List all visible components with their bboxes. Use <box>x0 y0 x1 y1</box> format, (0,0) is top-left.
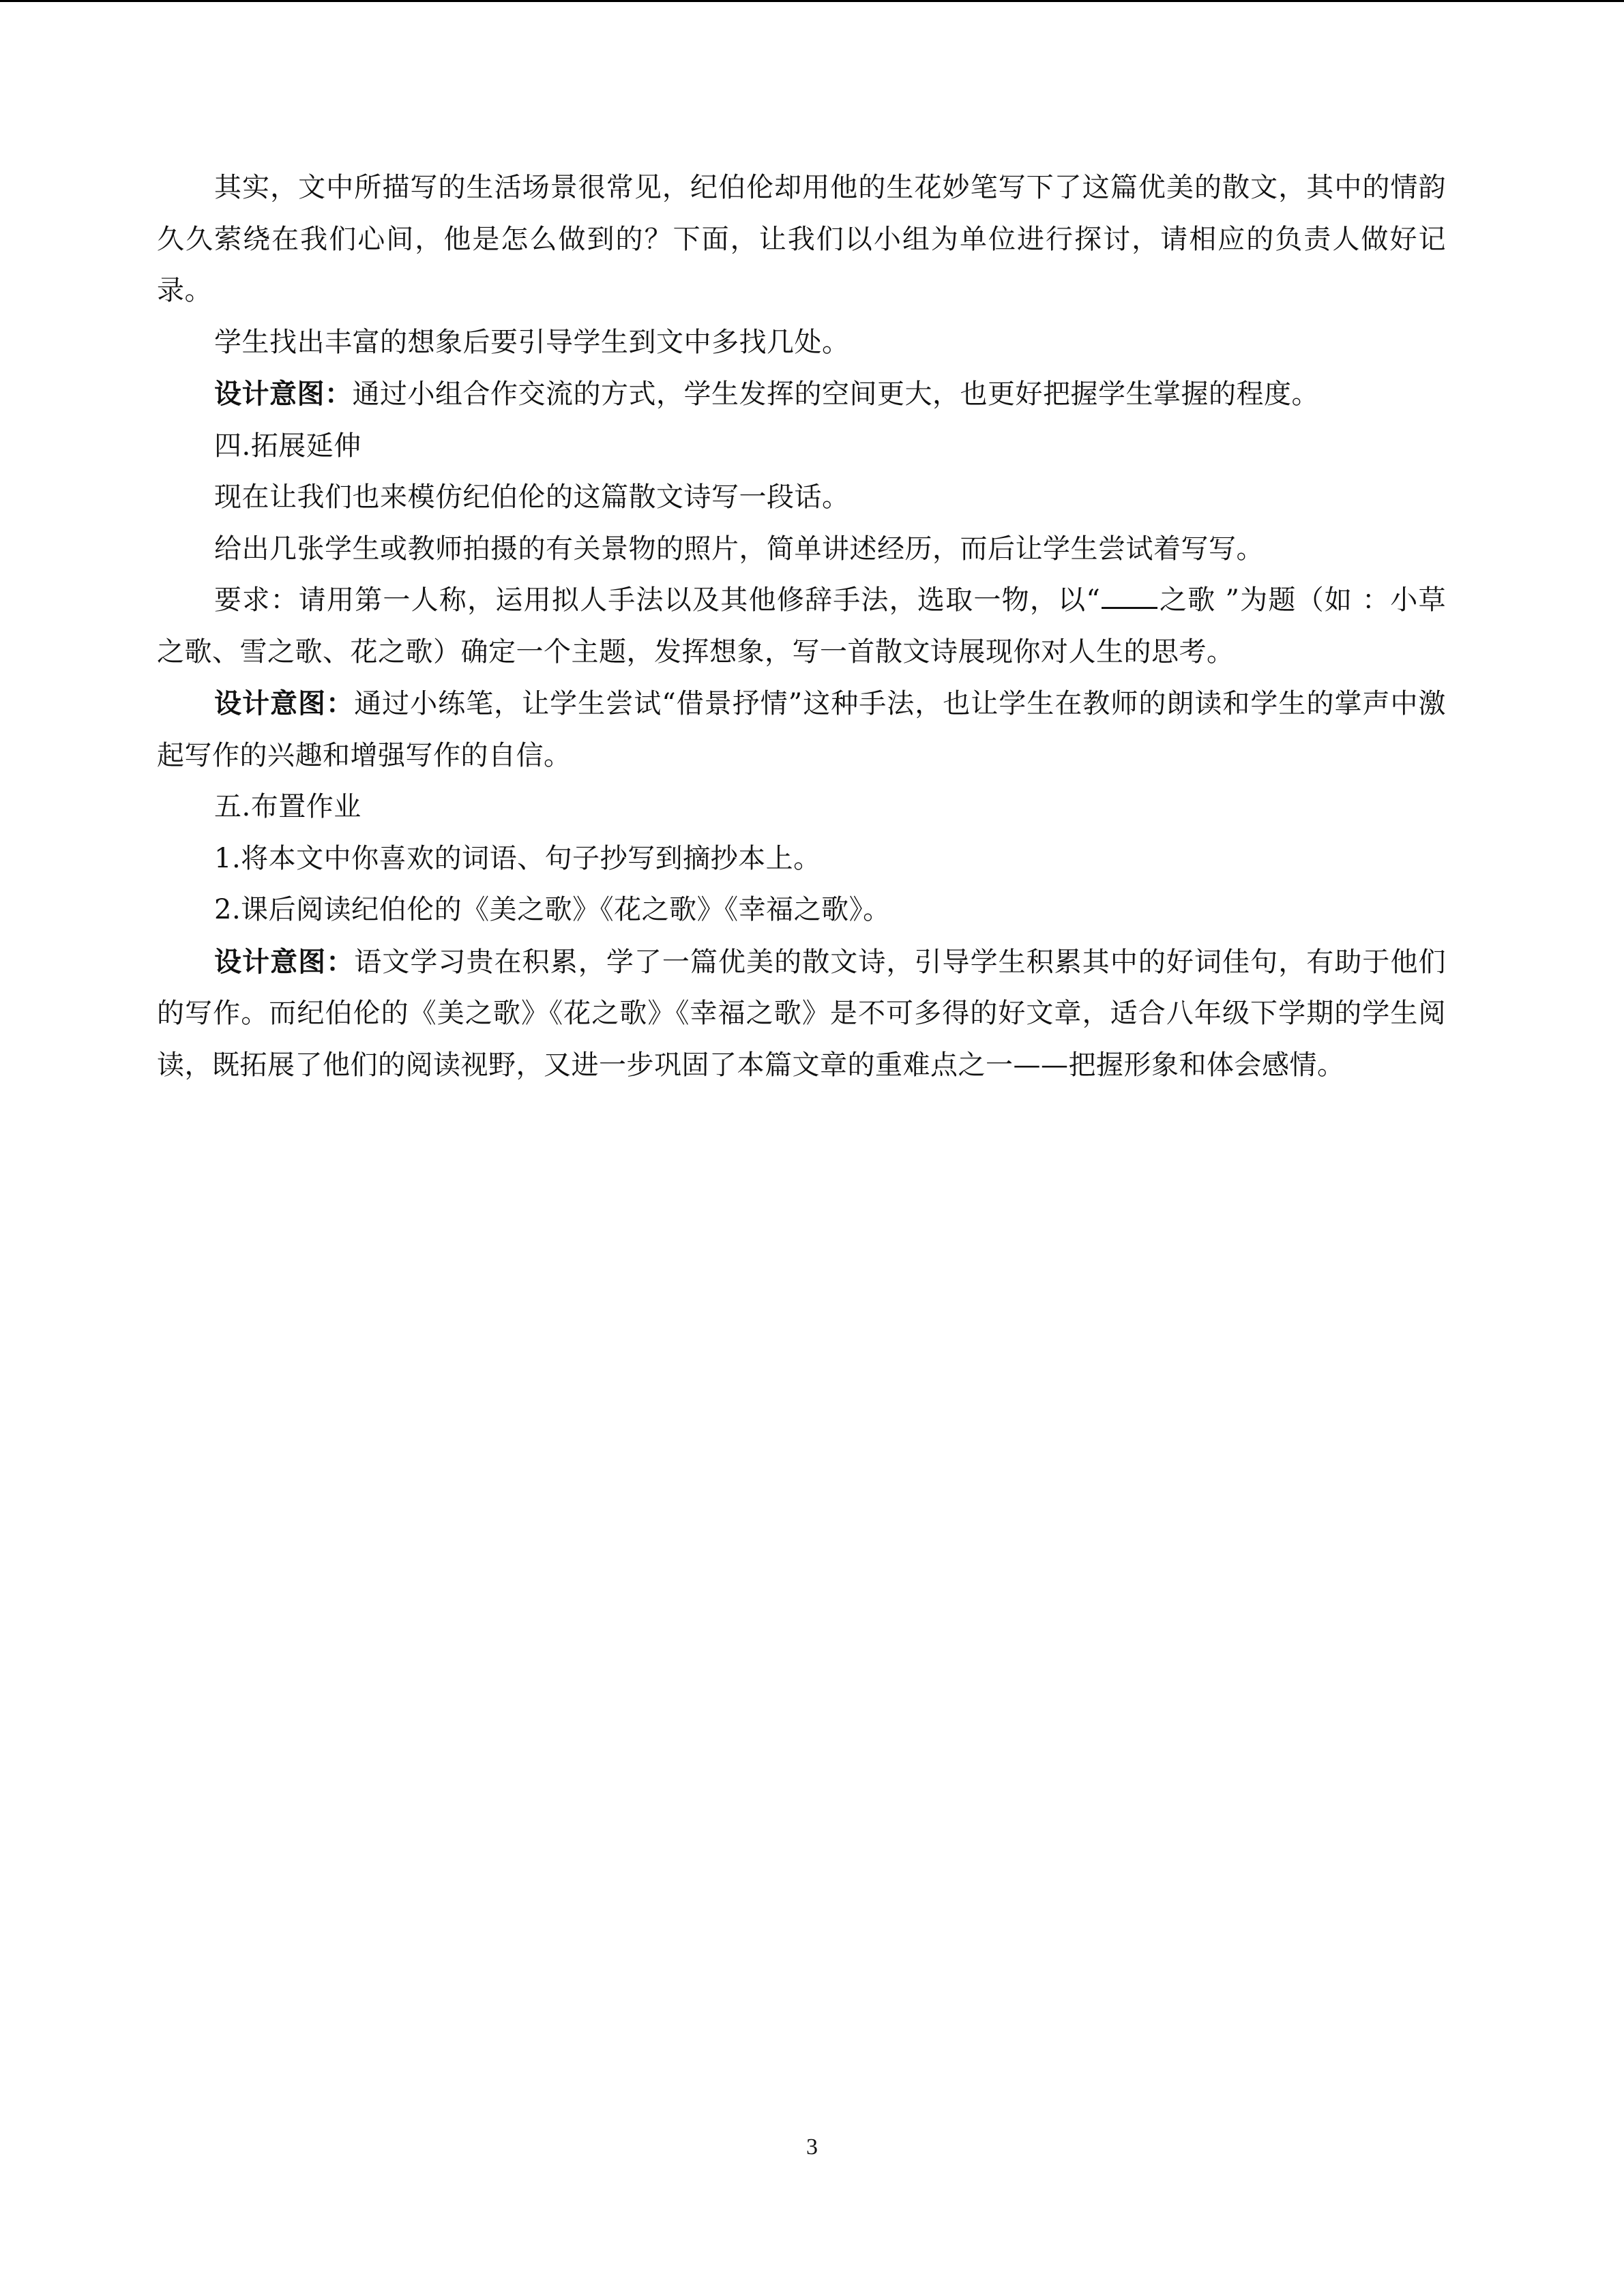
paragraph-text: 其实，文中所描写的生活场景很常见，纪伯伦却用他的生花妙笔写下了这篇优美的散文，其中的情韵久久萦绕在我们心间，他是怎么做到的？下面，让我们以小组为单位进行探讨，请相应的负责人做好记录。 <box>157 172 1446 306</box>
heading-text: 五.布置作业 <box>214 791 361 822</box>
design-intent-label: 设计意图： <box>214 945 355 978</box>
paragraph-intro-discussion <box>157 162 1446 317</box>
list-item-text: 2.课后阅读纪伯伦的《美之歌》《花之歌》《幸福之歌》。 <box>214 894 891 925</box>
paragraph-photos <box>157 524 1446 576</box>
paragraph-imitation <box>157 472 1446 524</box>
paragraph-guidance <box>157 317 1446 369</box>
paragraph-text-before-blank: 要求：请用第一人称，运用拟人手法以及其他修辞手法，选取一物，以“ <box>214 584 1101 616</box>
paragraph-text: 给出几张学生或教师拍摄的有关景物的照片，简单讲述经历，而后让学生尝试着写写。 <box>214 533 1264 565</box>
paragraph-text: 学生找出丰富的想象后要引导学生到文中多找几处。 <box>214 326 850 358</box>
list-item-text: 1.将本文中你喜欢的词语、句子抄写到摘抄本上。 <box>214 842 821 874</box>
document-body <box>157 162 1446 1091</box>
homework-item-2 <box>157 884 1446 936</box>
paragraph-design-intent-1 <box>157 368 1446 421</box>
paragraph-text: 通过小组合作交流的方式，学生发挥的空间更大，也更好把握学生掌握的程度。 <box>352 378 1319 410</box>
design-intent-label: 设计意图： <box>214 378 353 410</box>
heading-text: 四.拓展延伸 <box>214 430 361 462</box>
fill-in-blank-line <box>1102 585 1157 609</box>
section-heading-extension <box>157 421 1446 473</box>
page-number: 3 <box>806 2134 818 2160</box>
paragraph-design-intent-2 <box>157 678 1446 781</box>
section-heading-homework <box>157 781 1446 833</box>
paragraph-text: 通过小练笔，让学生尝试“借景抒情”这种手法，也让学生在教师的朗读和学生的掌声中激起写作的兴趣和增强写作的自信。 <box>157 688 1447 771</box>
design-intent-label: 设计意图： <box>214 687 355 719</box>
top-border-line <box>0 0 1624 2</box>
homework-item-1 <box>157 833 1446 885</box>
paragraph-text: 现在让我们也来模仿纪伯伦的这篇散文诗写一段话。 <box>214 481 850 513</box>
paragraph-text: 语文学习贵在积累，学了一篇优美的散文诗，引导学生积累其中的好词佳句，有助于他们的写作。而纪伯伦的《美之歌》《花之歌》《幸福之歌》是不可多得的好文章，适合八年级下学期的学生阅读，既拓展了他们的阅读视野，又进一步巩固了本篇文章的重难点之一——把握形象和体会感情。 <box>157 946 1447 1081</box>
paragraph-requirements <box>157 575 1446 678</box>
paragraph-text-after-blank: 之歌 ”为题（如 ：小草之歌、雪之歌、花之歌）确定一个主题，发挥想象，写一首散文诗展现你对人生的思考。 <box>157 584 1446 668</box>
paragraph-design-intent-3 <box>157 936 1446 1092</box>
